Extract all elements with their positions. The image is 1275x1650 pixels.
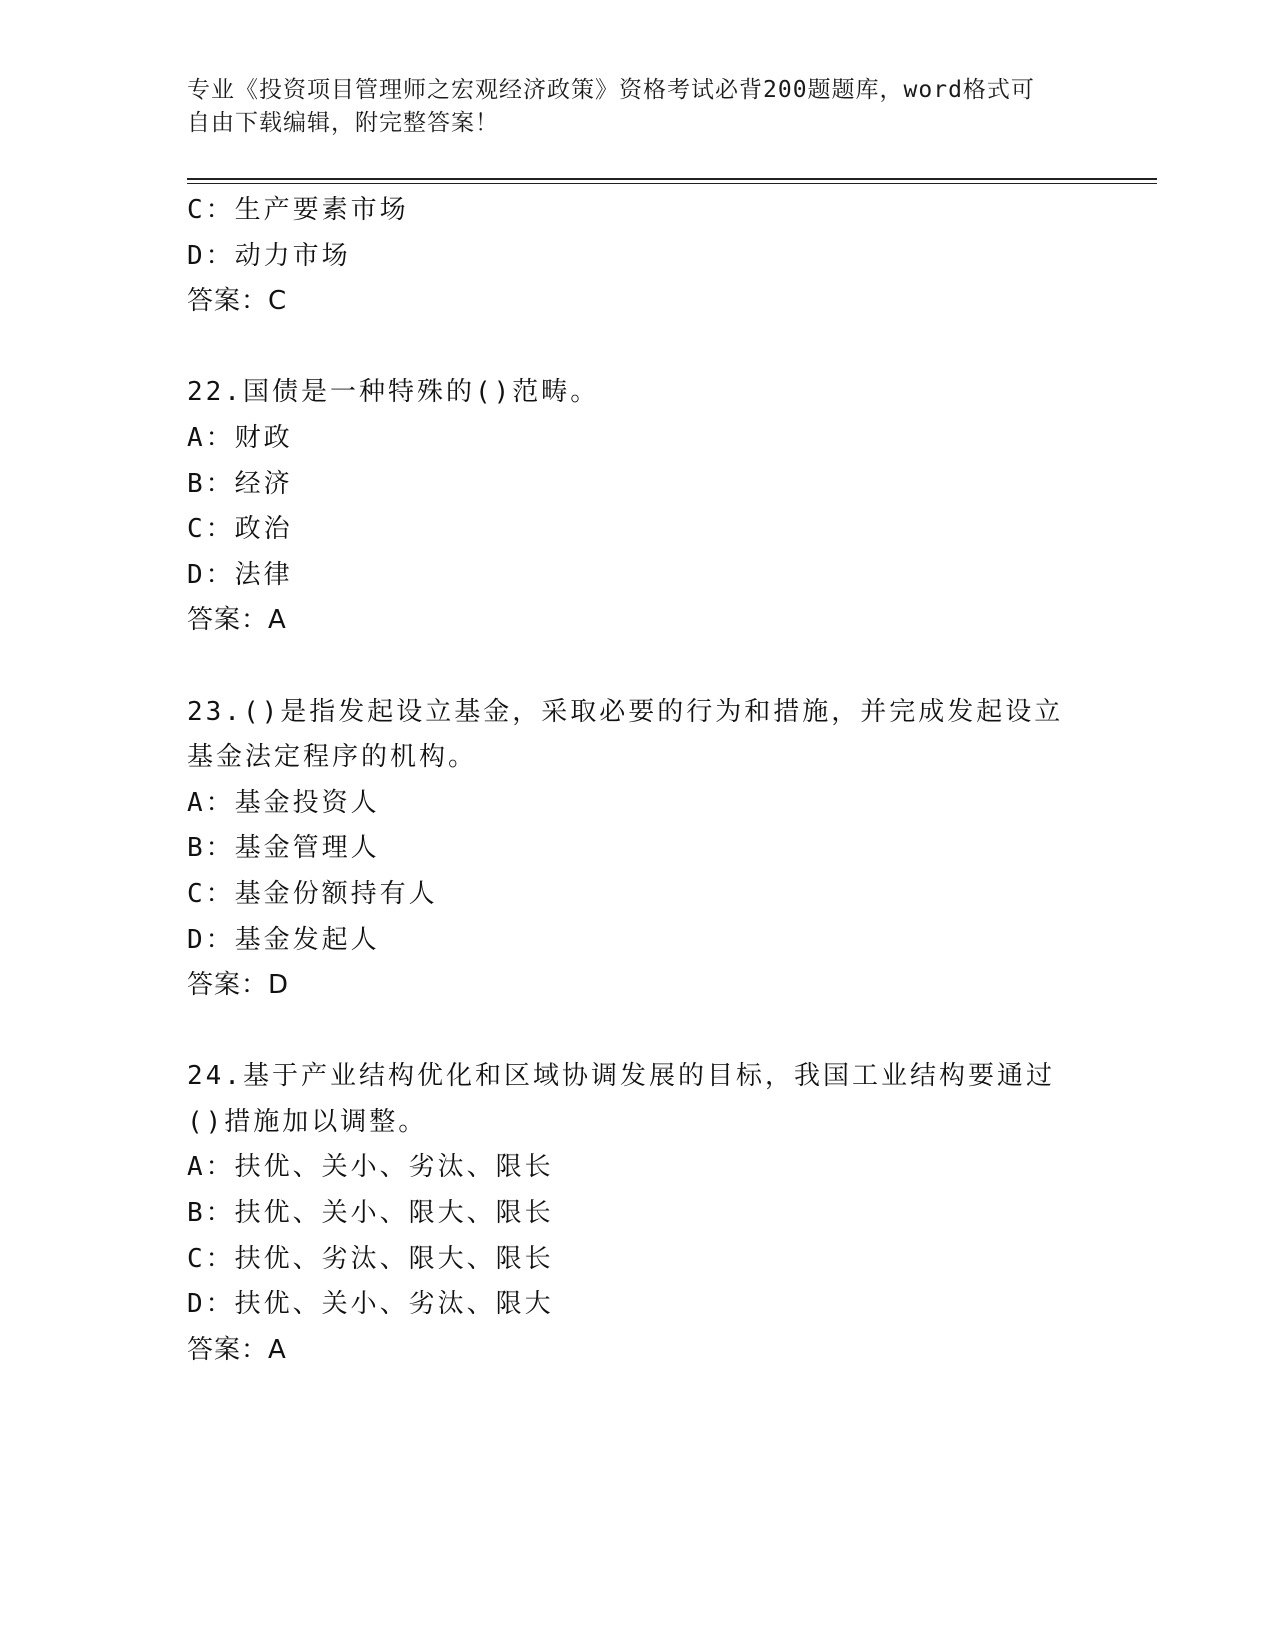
question-21-continued	[187, 188, 1067, 325]
header-line-2: 自由下载编辑，附完整答案！	[187, 110, 499, 136]
question-text: 24.基于产业结构优化和区域协调发展的目标，我国工业结构要通过()措施加以调整。	[187, 1061, 1055, 1137]
option-c: C：扶优、劣汰、限大、限长	[187, 1243, 554, 1274]
question-22	[187, 370, 1067, 644]
option-c: C：基金份额持有人	[187, 878, 438, 909]
document-header	[187, 74, 1067, 140]
option-d: D：扶优、关小、劣汰、限大	[187, 1289, 554, 1320]
option-b: B：经济	[187, 468, 293, 499]
answer-line: 答案：C	[187, 286, 288, 317]
header-divider-thin	[187, 183, 1157, 184]
question-23	[187, 690, 1067, 1009]
header-line-1: 专业《投资项目管理师之宏观经济政策》资格考试必背200题题库，word格式可	[187, 77, 1035, 103]
question-list	[187, 188, 1067, 1373]
option-a: A：扶优、关小、劣汰、限长	[187, 1152, 554, 1183]
spacer	[187, 1009, 1067, 1055]
option-b: B：基金管理人	[187, 833, 380, 864]
answer-line: 答案：D	[187, 970, 290, 1001]
option-b: B：扶优、关小、限大、限长	[187, 1198, 554, 1229]
question-24	[187, 1054, 1067, 1373]
option-a: A：基金投资人	[187, 787, 380, 818]
answer-line: 答案：A	[187, 1334, 287, 1365]
option-c: C：政治	[187, 514, 293, 545]
option-c: C：生产要素市场	[187, 195, 409, 225]
header-divider-thick	[187, 178, 1157, 180]
document-page	[187, 0, 1157, 1650]
option-a: A：财政	[187, 422, 293, 453]
option-d: D：法律	[187, 559, 293, 590]
question-text: 23.()是指发起设立基金，采取必要的行为和措施，并完成发起设立基金法定程序的机构。	[187, 696, 1064, 773]
option-d: D：基金发起人	[187, 924, 380, 955]
option-d: D：动力市场	[187, 240, 351, 271]
spacer	[187, 325, 1067, 371]
spacer	[187, 644, 1067, 690]
answer-line: 答案：A	[187, 605, 287, 636]
question-text: 22.国债是一种特殊的()范畴。	[187, 377, 600, 408]
